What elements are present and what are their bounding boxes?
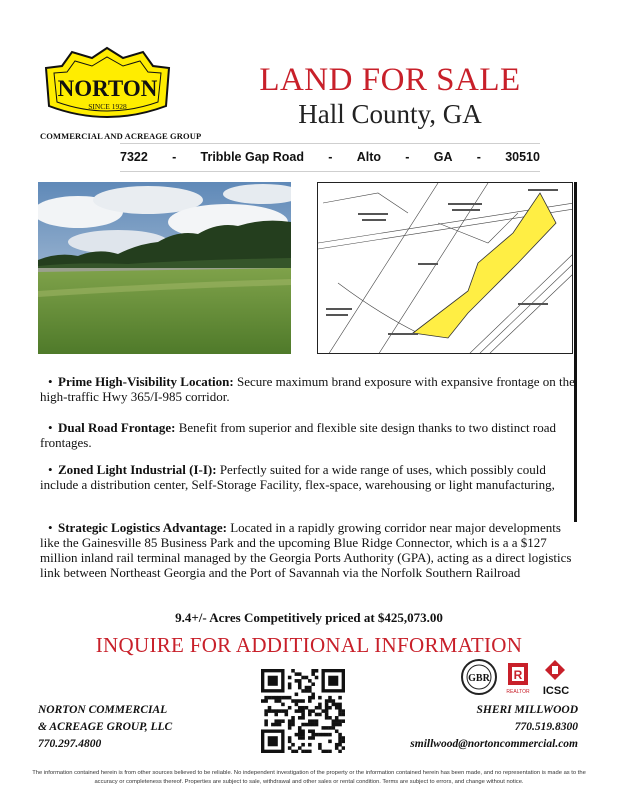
page-title: LAND FOR SALE: [259, 62, 521, 98]
company-contact: [38, 702, 172, 753]
agent-email[interactable]: smillwood@nortoncommercial.com: [410, 738, 578, 750]
icsc-badge-icon: [543, 660, 569, 697]
feature-heading: Prime High-Visibility Location:: [58, 374, 234, 389]
association-badges: [459, 656, 577, 698]
svg-text:R: R: [513, 668, 523, 682]
page-subtitle: Hall County, GA: [298, 99, 482, 129]
address-separator: -: [172, 150, 177, 164]
feature-heading: Zoned Light Industrial (I-I):: [58, 462, 217, 477]
gbr-badge-icon: [462, 660, 496, 694]
feature-text: Located in a rapidly growing corridor near major developments like the Gainesville 85 Business Park and the upcoming Blue Ridge Connector, which is a a $127 million inland rail terminal managed by the Georgia Ports Authority (GPA), acting as a direct logistics link between Northeast Georgia and the Port of Savannah via the Norfolk Southern Railroad: [40, 520, 572, 580]
bullet-marker: •: [48, 374, 53, 389]
address-city: Alto: [356, 150, 382, 164]
logo-tagline: COMMERCIAL AND ACREAGE GROUP: [40, 131, 202, 141]
feature-item: [40, 462, 575, 492]
bullet-marker: •: [48, 462, 53, 477]
feature-text: Secure maximum brand exposure with expansive frontage on the high-traffic Hwy 365/I-985 corridor.: [40, 374, 575, 404]
address-street: Tribble Gap Road: [200, 150, 305, 164]
agent-contact: [410, 702, 578, 753]
property-survey-map: [317, 182, 573, 354]
divider-bottom: [120, 171, 540, 172]
feature-heading: Dual Road Frontage:: [58, 420, 176, 435]
feature-item: [40, 420, 575, 450]
realtor-label: REALTOR: [506, 689, 530, 695]
disclaimer-line1: The information contained herein is from other sources believed to be reliable. No independent investigation of the property or the information contained herein has been made, and no representation is made as to the: [32, 770, 586, 776]
roadside-field-photo: [38, 182, 291, 354]
norton-logo: [40, 46, 175, 126]
company-name-line1: NORTON COMMERCIAL: [38, 704, 168, 716]
agent-phone[interactable]: 770.519.8300: [514, 721, 578, 733]
logo-name: NORTON: [57, 76, 158, 101]
feature-heading: Strategic Logistics Advantage:: [58, 520, 227, 535]
address-separator: -: [476, 150, 481, 164]
company-name-line2: & ACREAGE GROUP, LLC: [38, 721, 173, 733]
feature-text: Benefit from superior and flexible site design thanks to two distinct road frontages.: [40, 420, 557, 450]
address-separator: -: [328, 150, 333, 164]
address-separator: -: [405, 150, 410, 164]
bullet-marker: •: [48, 520, 53, 535]
disclaimer-line2: accuracy or completeness thereof. Properties are subject to sale, withdrawal and other sales or rental condition. Terms are subject to errors, and change without notice.: [94, 779, 524, 785]
qr-code[interactable]: [261, 669, 345, 753]
feature-item: [40, 520, 575, 580]
inquire-heading: INQUIRE FOR ADDITIONAL INFORMATION: [95, 633, 523, 657]
address-zip: 30510: [505, 150, 540, 164]
bullet-marker: •: [48, 420, 53, 435]
divider-top: [120, 143, 540, 144]
address-state: GA: [433, 150, 453, 164]
address-number: 7322: [120, 150, 148, 164]
icsc-label: ICSC: [542, 685, 570, 697]
realtor-badge-icon: [506, 663, 530, 695]
property-address: [120, 150, 540, 164]
price-line: 9.4+/- Acres Competitively priced at $425,073.00: [175, 610, 443, 625]
logo-since: SINCE 1928: [88, 102, 127, 111]
company-phone[interactable]: 770.297.4800: [38, 738, 102, 750]
feature-item: [40, 374, 575, 404]
agent-name: SHERI MILLWOOD: [476, 704, 578, 716]
feature-text: Perfectly suited for a wide range of uses, which possibly could include a distribution center, Self-Storage Facility, flex-space, warehousing or light manufacturing,: [40, 462, 555, 492]
legal-disclaimer: [20, 769, 598, 787]
gbr-label: GBR: [468, 673, 490, 684]
